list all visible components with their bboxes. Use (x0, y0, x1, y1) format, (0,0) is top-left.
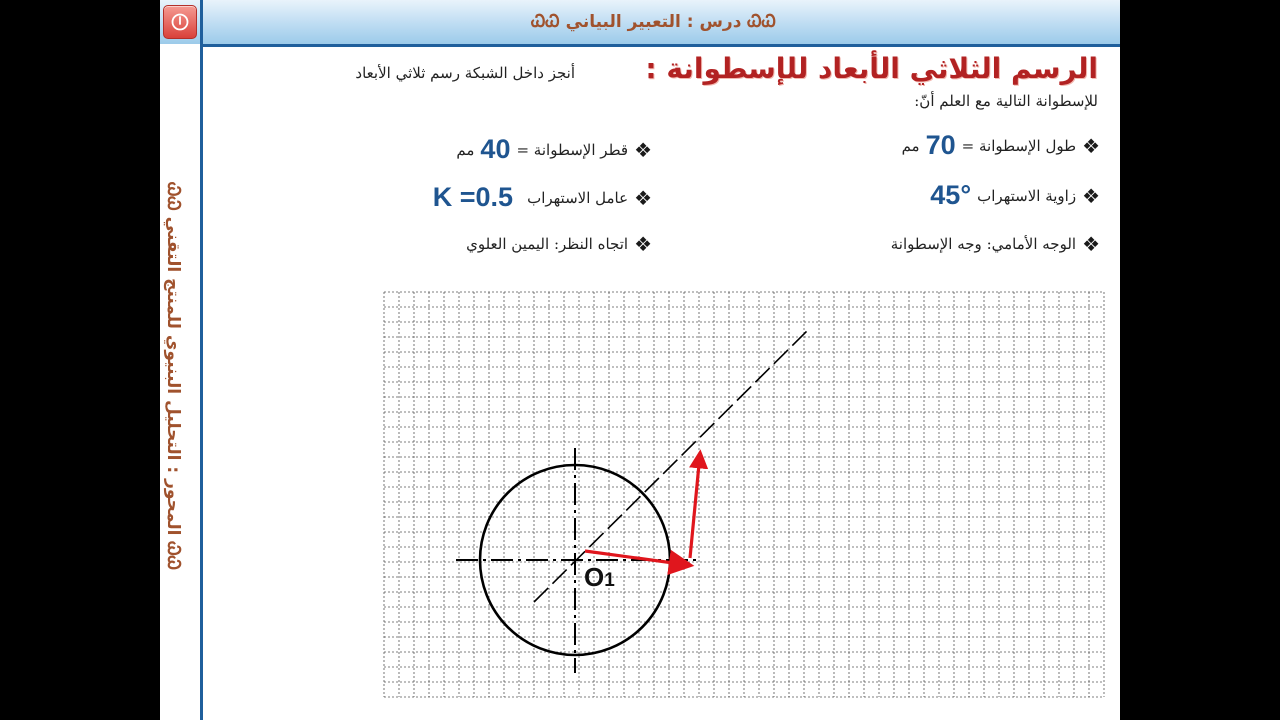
bullet-diamond-icon: ❖ (1082, 133, 1100, 158)
spec-length-label: طول الإسطوانة = (961, 136, 1077, 155)
intro-line-2: للإسطوانة التالية مع العلم أنّ: (914, 92, 1098, 110)
spec-k-value: K =0.5 (432, 182, 514, 212)
spec-front-face (891, 234, 1100, 254)
bullet-diamond-icon: ❖ (634, 232, 652, 256)
spec-diameter-unit: مم (456, 140, 475, 159)
slide (160, 0, 1120, 720)
spec-view-direction (466, 234, 652, 254)
origin-label-letter: O (584, 562, 605, 592)
depth-arrow (690, 454, 700, 558)
page-title: الرسم الثلاثي الأبعاد للإسطوانة : (645, 52, 1098, 85)
spec-length-value: 70 (925, 130, 956, 160)
spec-diameter-value: 40 (480, 134, 511, 164)
spec-angle (930, 180, 1100, 211)
lesson-title: ᏇᏇ درس : التعبير البياني ᏇᏇ (531, 12, 776, 32)
spec-diameter (456, 134, 652, 165)
construction-arrows (585, 454, 700, 565)
spec-angle-value: 45° (930, 180, 972, 210)
spec-reduction-factor (433, 182, 652, 213)
power-button[interactable] (163, 5, 197, 39)
bullet-diamond-icon: ❖ (634, 185, 652, 210)
side-title: ᏇᏇ المحور : التحليل البنيوي للمنتج التقني ᏇᏇ (163, 182, 183, 570)
bullet-diamond-icon: ❖ (1082, 232, 1100, 256)
bullet-diamond-icon: ❖ (1082, 183, 1100, 208)
sidebar-rule (200, 0, 203, 720)
power-icon (171, 13, 189, 31)
bullet-diamond-icon: ❖ (634, 137, 652, 162)
intro-line-1: أنجز داخل الشبكة رسم ثلاثي الأبعاد (355, 64, 575, 82)
header-rule (202, 44, 1120, 47)
cylinder-front-face (456, 328, 810, 673)
spec-length (902, 130, 1100, 161)
drawing-area (380, 288, 1110, 706)
grid-paper (384, 292, 1104, 697)
spec-angle-label: زاوية الاستهراب (977, 186, 1077, 205)
spec-length-unit: مم (901, 136, 920, 155)
spec-k-label: عامل الاستهراب (527, 188, 629, 207)
spec-front-text: الوجه الأمامي: وجه الإسطوانة (890, 235, 1077, 253)
origin-label-index: 1 (604, 570, 615, 591)
spec-diameter-label: قطر الإسطوانة = (516, 140, 629, 159)
origin-label (584, 562, 615, 593)
spec-view-text: اتجاه النظر: اليمين العلوي (466, 235, 629, 253)
